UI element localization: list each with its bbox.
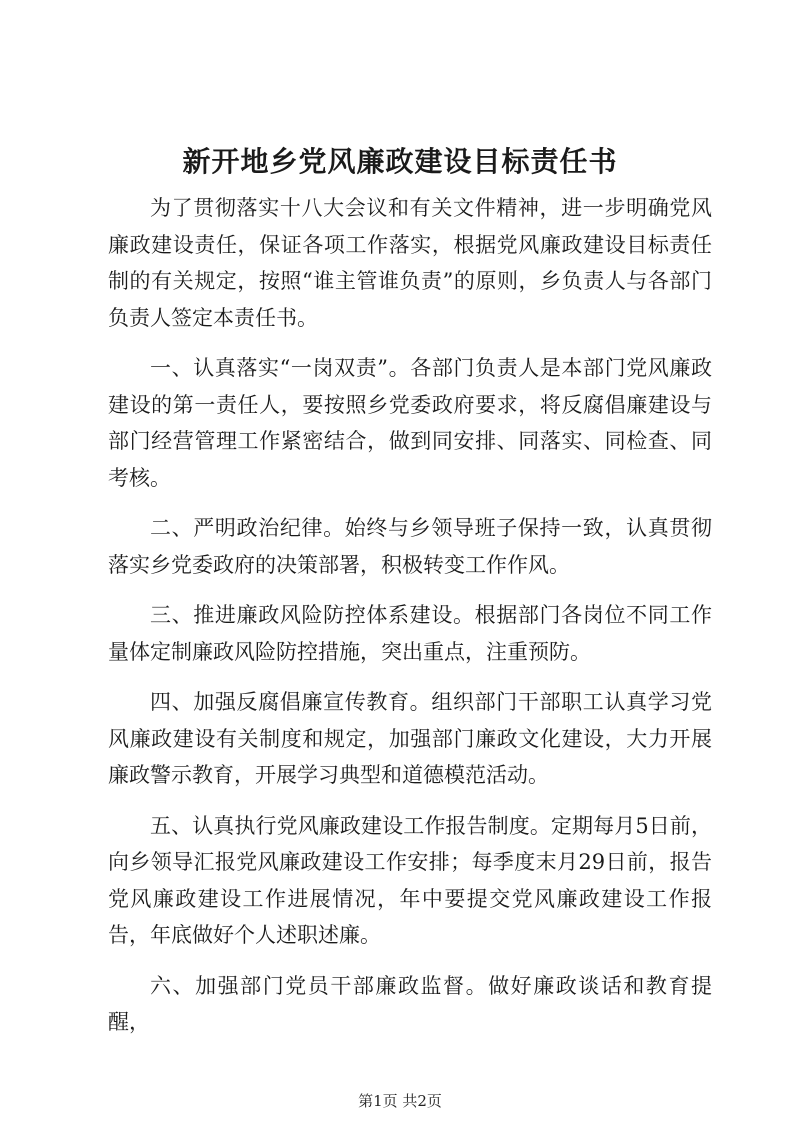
paragraph-intro: 为了贯彻落实十八大会议和有关文件精神，进一步明确党风廉政建设责任，保证各项工作落实，根据党风廉政建设目标责任制的有关规定，按照“谁主管谁负责”的原则，乡负责人与各部门负责人签定本责任书。	[108, 196, 712, 330]
page-number-footer: 第1页 共2页	[358, 1092, 442, 1110]
paragraph-item-1: 一、认真落实“一岗双责”。各部门负责人是本部门党风廉政建设的第一责任人，要按照乡党委政府要求，将反腐倡廉建设与部门经营管理工作紧密结合，做到同安排、同落实、同检查、同考核。	[108, 356, 712, 490]
paragraph-item-5: 五、认真执行党风廉政建设工作报告制度。定期每月5日前，向乡领导汇报党风廉政建设工作安排；每季度末月29日前，报告党风廉政建设工作进展情况，年中要提交党风廉政建设工作报告，年底做好个人述职述廉。	[108, 813, 712, 947]
document-title: 新开地乡党风廉政建设目标责任书	[182, 145, 618, 178]
paragraph-item-3: 三、推进廉政风险防控体系建设。根据部门各岗位不同工作量体定制廉政风险防控措施，突出重点，注重预防。	[108, 603, 712, 664]
paragraph-item-4: 四、加强反腐倡廉宣传教育。组织部门干部职工认真学习党风廉政建设有关制度和规定，加强部门廉政文化建设，大力开展廉政警示教育，开展学习典型和道德模范活动。	[108, 690, 712, 787]
paragraph-item-6: 六、加强部门党员干部廉政监督。做好廉政谈话和教育提醒，	[108, 973, 712, 1034]
paragraph-item-2: 二、严明政治纪律。始终与乡领导班子保持一致，认真贯彻落实乡党委政府的决策部署，积极转变工作作风。	[108, 516, 712, 577]
document-body	[108, 190, 712, 1055]
